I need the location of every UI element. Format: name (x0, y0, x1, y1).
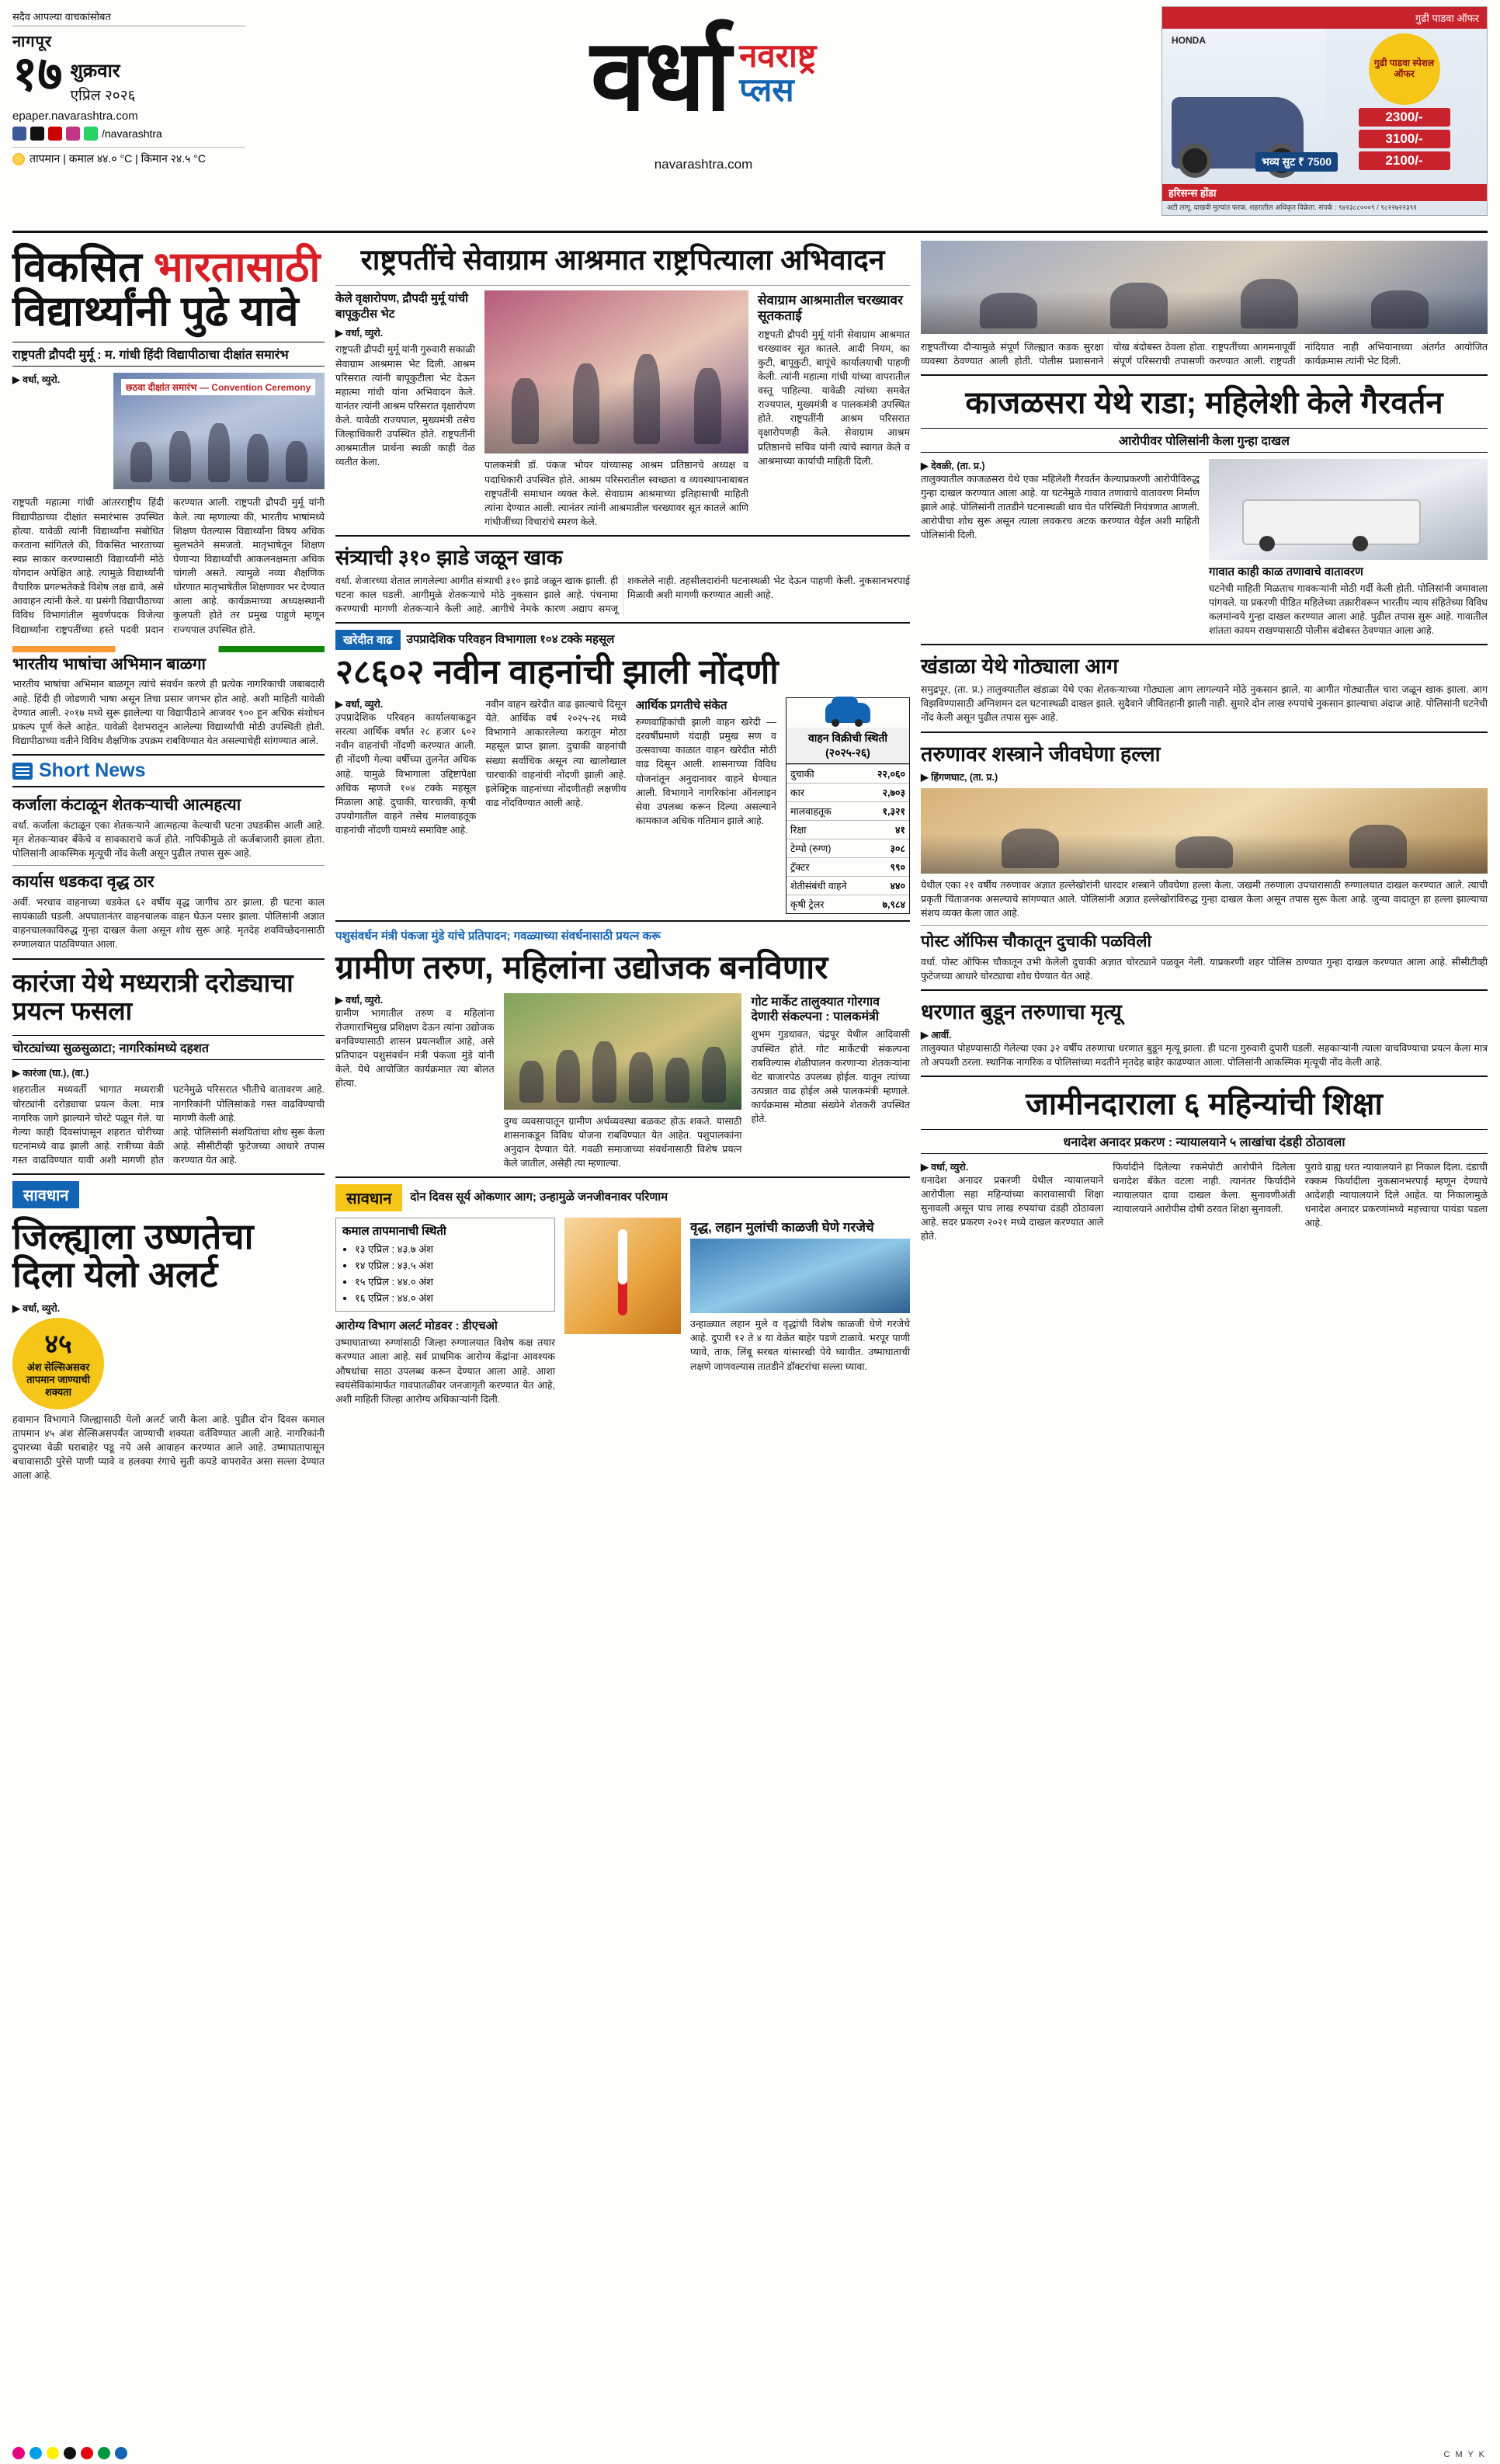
newspaper-logo: वर्धा (590, 20, 730, 131)
president-headline: राष्ट्रपतींचे सेवाग्राम आश्रमात राष्ट्रपित्याला अभिवादन (360, 244, 885, 276)
heat-circle-callout (12, 1318, 104, 1409)
vehicle-col3: रुग्णवाहिकांची झाली वाहन खरेदी — दरवर्षीप्रमाणे यंदाही प्रमुख सण व उत्सवाच्या काळात वाहन खरेदीत मोठी वाढ दिसून आली. शासनाच्या विविध योजनांतून अनुदानावर वाहने घेण्यात आली. विभागाने नागरिकांना ऑनलाइन सेवा उपलब्ध करून दिल्या असल्याने कामकाज अधिक गतिमान झाले आहे. (635, 717, 776, 826)
weather-text: तापमान | कमाल ४४.० °C | किमान २४.५ °C (30, 152, 206, 165)
masthead-tagline: सदैव आपल्या वाचकांसोबत (12, 9, 245, 26)
lead-body: राष्ट्रपती महात्मा गांधी आंतरराष्ट्रीय हिंदी विद्यापीठाच्या दीक्षांत समारंभास उपस्थित होत्या. यावेळी त्यांनी विद्यार्थ्यांना संबोधित करताना सांगितले की, विकसित भारताच्या स्वप्न साकार करण्यासाठी विद्यार्थ्यांनी मोठे योगदान अपेक्षित आहे. त्यामुळे विद्यार्थ्यांनी वैचारिक प्रगल्भतेकडे विशेष लक्ष द्यावे, असे आवाहन त्यांनी केले. या प्रसंगी विद्यापीठाच्या विविध विभागांतील सुवर्णपदक विजेत्या विद्यार्थ्यांना राष्ट्रपतींच्या हस्ते पदवी प्रदान करण्यात आली. राष्ट्रपती द्रौपदी मुर्मू यांनी केले. त्या म्हणाल्या की, भारतीय भाषांमध्ये शिक्षण घेतल्यास विद्यार्थ्यांना विषय अधिक सुलभतेने समजतो. मातृभाषेतून शिक्षण घेणाऱ्या विद्यार्थ्यांची आकलनक्षमता अधिक चांगली असते. त्यामुळे नव्या शैक्षणिक धोरणात मातृभाषेतील शिक्षणावर भर देण्यात आला आहे. कार्यक्रमाच्या अध्यक्षस्थानी कुलपती होते तर प्रमुख पाहुणे म्हणून राज्यपाल उपस्थित होते. (12, 497, 325, 635)
vehicle-col2: नवीन वाहन खरेदीत वाढ झाल्याचे दिसून येते. आर्थिक वर्ष २०२५-२६ मध्ये विभागाने आकारलेल्या करातून मोठा महसूल प्राप्त झाला. दुचाकी वाहनांची संख्या सर्वाधिक असून त्या खालोखाल चारचाकी वाहनांची नोंदणी झाली आहे. इलेक्ट्रिक वाहनांच्या नोंदणीतही लक्षणीय वाढ नोंदविण्यात आली आहे. (485, 699, 627, 808)
weather-strip (12, 147, 245, 166)
logo-sub-line1: नवराष्ट्र (739, 37, 817, 74)
ad-brand: हरिसन्स होंडा (1162, 184, 1487, 201)
rural-col4: शुभम गुडधावत, चंद्रपूर येथील आदिवासी उपस्थित होते. गोट मार्केटची संकल्पना राबविल्यास शेळीपालन करणाऱ्या शेतकऱ्यांना थेट बाजारपेठ उपलब्ध होईल. यातून त्यांच्या उत्पन्नात वाढ होईल असे पालकमंत्री म्हणाले. कार्यक्रमास मोठ्या संख्येने शेतकरी उपस्थित होते. (751, 1029, 911, 1125)
masthead-advertisement[interactable] (1161, 6, 1488, 216)
rural-col3-title: गोट मार्केट तालुक्यात गोरगाव देणारी संकल्पना : पालकमंत्री (751, 995, 880, 1023)
site-url[interactable]: navarashtra.com (654, 157, 753, 172)
column-left (12, 241, 325, 1482)
heat-temp-table (335, 1218, 555, 1312)
drown-byline: ▶ आर्वी. (921, 1030, 952, 1041)
president-subhead: केले वृक्षारोपण, द्रौपदी मुर्मू यांची बापूकुटीस भेट (335, 292, 469, 321)
trees-headline: संत्र्याची ३१० झाडे जळून खाक (335, 546, 563, 570)
instagram-icon[interactable] (66, 127, 80, 141)
karanja-headline: कारंजा येथे मध्यरात्री दरोड्याचा प्रयत्न फसला (12, 968, 293, 1026)
short-news-item-1-headline: कार्यास धडकदा वृद्ध ठार (12, 873, 155, 891)
lead-headline (12, 245, 325, 334)
kajalsara-body: तालुक्यातील काजळसरा येथे एका महिलेशी गैरवर्तन केल्याप्रकरणी आरोपीविरुद्ध गुन्हा दाखल करण्यात आला आहे. या घटनेमुळे गावात तणावाचे वातावरण निर्माण झाले आहे. पोलिसांनी तातडीने घटनास्थळी धाव घेत परिस्थिती नियंत्रणात आणली. आरोपीचा शोध सुरू असून त्याला लवकरच अटक करण्यात येईल अशी माहिती पोलिसांनी दिली. (921, 473, 1200, 541)
ad-top-banner: गुढी पाडवा ऑफर (1162, 7, 1487, 29)
rural-photo (504, 993, 742, 1110)
short-news-title: Short News (39, 759, 146, 782)
lead-photo (113, 373, 325, 489)
heat-badge: सावधान (12, 1181, 79, 1208)
kajalsara-body2: घटनेची माहिती मिळताच गावकऱ्यांनी मोठी गर्दी केली होती. पोलिसांनी जमावाला पांगवले. या प्रकरणी पीडित महिलेच्या तक्रारीवरून भारतीय न्याय संहितेच्या विविध कलमांन्वये गुन्हा दाखल करण्यात आला आहे. पुढील तपास सुरू आहे. गावातील शांतता कायम राखण्यासाठी पोलीस बंदोबस्त ठेवण्यात आला आहे. (1209, 582, 1488, 637)
karanja-col1: शहरातील मध्यवर्ती भागात मध्यरात्री चोरट्यांनी दरोड्याचा प्रयत्न केला. मात्र नागरिक जागे झाल्याने चोरटे पळून गेले. या घटनेमुळे परिसरात भीतीचे वातावरण आहे. नागरिकांनी पोलिसांकडे गस्त वाढविण्याची मागणी केली आहे. (12, 1084, 325, 1124)
kajalsara-photo (1209, 459, 1488, 560)
kajalsara-subhead: आरोपीवर पोलिसांनी केला गुन्हा दाखल (921, 428, 1488, 453)
court-subhead: धनादेश अनादर प्रकरण : न्यायालयाने ५ लाखांचा दंडही ठोठावला (921, 1129, 1488, 1154)
vehicle-subkicker: आर्थिक प्रगतीचे संकेत (635, 699, 727, 713)
heat-badge-row (12, 1181, 325, 1208)
kajalsara-photo-caption: गावात काही काळ तणावाचे वातावरण (1209, 565, 1363, 579)
ad-discount: भव्य सुट ₹ 7500 (1255, 152, 1338, 172)
lead-headline-part1: विकसित (12, 244, 154, 290)
twitter-icon[interactable] (30, 127, 44, 141)
court-col2: फिर्यादीने दिलेल्या रकमेपोटी आरोपीने दिलेला धनादेश बँकेत वटला नाही. त्यानंतर फिर्यादीने न्यायालयात दावा दाखल केला. सुनावणीअंती न्यायालयाने आरोपीस दोषी ठरवत शिक्षा सुनावली. (1113, 1161, 1296, 1215)
short-news-item-0-body: वर्धा. कर्जाला कंटाळून एका शेतकऱ्याने आत्महत्या केल्याची घटना उघडकीस आली आहे. मृत शेतकऱ्यावर बँकेचे व सावकाराचे कर्ज होते. नापिकीमुळे तो कर्जबाजारी झाला होता. पोलिसांनी आकस्मिक मृत्यूची नोंद केली असून पुढील तपास सुरू आहे. (12, 819, 325, 860)
bike-theft-headline: पोस्ट ऑफिस चौकातून दुचाकी पळविली (921, 932, 1151, 950)
kajalsara-byline: ▶ देवळी, (ता. प्र.) (921, 460, 985, 471)
lead-photo-banner: छठवा दीक्षांत समारंभ — Convention Ceremony (121, 379, 315, 395)
khandala-headline: खंडाळा येथे गोठ्याला आग (921, 655, 1119, 679)
attack-body: येथील एका २१ वर्षीय तरुणावर अज्ञात हल्लेखोरांनी धारदार शस्त्राने जीवघेणा हल्ला केला. जखमी तरुणाला उपचारासाठी रुग्णालयात दाखल करण्यात आले. त्याची प्रकृती चिंताजनक असल्याचे सांगण्यात आले. पोलिसांनी अज्ञात हल्लेखोरांविरुद्ध गुन्हा दाखल केला असून तपास सुरू केला आहे. जुन्या वादातून हा हल्ला झाल्याचा संशय व्यक्त केला जात आहे. (921, 879, 1488, 919)
table-row: मालवाहतूक १,३२१ (786, 802, 909, 821)
flag-strip-icon (12, 646, 325, 652)
ad-badge: गुढी पाडवा स्पेशल ऑफर (1369, 33, 1440, 105)
heat-circle-number: ४५ (44, 1329, 72, 1360)
attack-byline: ▶ हिंगणघाट, (ता. प्र.) (921, 771, 998, 783)
short-news-item-0-headline: कर्जाला कंटाळून शेतकऱ्याची आत्महत्या (12, 796, 241, 815)
vehicle-tag: खरेदीत वाढ (335, 630, 401, 650)
masthead-left (12, 6, 245, 166)
lead-byline: ▶ वर्धा, व्युरो. (12, 374, 61, 386)
logo-sub-line2: प्लस (739, 71, 794, 109)
court-headline: जामीनदाराला ६ महिन्यांची शिक्षा (1026, 1087, 1383, 1122)
vehicle-stat-table (786, 697, 910, 914)
vehicle-byline: ▶ वर्धा, व्युरो. (335, 699, 384, 711)
heat-byline: ▶ वर्धा, व्युरो. (12, 1302, 61, 1314)
president-byline: ▶ वर्धा, व्युरो. (335, 328, 384, 339)
karanja-byline: ▶ कारंजा (घा.), (वा.) (12, 1068, 89, 1079)
drown-headline: धरणात बुडून तरुणाचा मृत्यू (921, 1000, 1122, 1023)
social-bar[interactable] (12, 127, 245, 141)
kajalsara-headline: काजळसरा येथे राडा; महिलेशी केले गैरवर्तन (965, 386, 1443, 421)
court-col3: पुरावे ग्राह्य धरत न्यायालयाने हा निकाल दिला. दंडाची रक्कम फिर्यादीला नुकसानभरपाई म्हणून देण्याचे आदेशही न्यायालयाने दिले आहेत. या निकालामुळे धनादेश अनादर प्रकरणांमध्ये महत्त्वाचा पायंडा पडला आहे. (1304, 1161, 1488, 1229)
heat-table-title: कमाल तापमानाची स्थिती (342, 1225, 446, 1239)
ad-bike-label: HONDA (1172, 35, 1206, 46)
heat-body: हवामान विभागाने जिल्ह्यासाठी येलो अलर्ट जारी केला आहे. पुढील दोन दिवस कमाल तापमान ४५ अंश सेल्सिअसपर्यंत जाण्याची शक्यता वर्तविण्यात आली आहे. नागरिकांनी दुपारच्या वेळी घराबाहेर पडू नये असे आवाहन करण्यात आले आहे. उष्माघातापासून बचावासाठी पुरेसे पाणी प्यावे व हलक्या रंगाचे सुती कपडे वापरावेत असा सल्ला देण्यात आला आहे. (12, 1413, 325, 1482)
sun-icon (12, 153, 25, 165)
list-item: • १५ एप्रिल : ४४.० अंश (355, 1274, 548, 1291)
vehicle-col1: उपप्रादेशिक परिवहन कार्यालयाकडून सरत्या आर्थिक वर्षात २८ हजार ६०२ नवीन वाहनांची नोंदणी करण्यात आली. ही नोंदणी गेल्या वर्षीच्या तुलनेत अधिक आहे. यामुळे विभागाला उद्दिष्टापेक्षा अधिक म्हणजे १०४ टक्के महसूल मिळाला आहे. दुचाकी, चारचाकी, कृषी उपयोगातील वाहने तसेच मालवाहतूक वाहनांची नोंदणी यामध्ये समाविष्ट आहे. (335, 712, 477, 836)
short-news-icon (12, 763, 33, 780)
table-row: टेम्पो (रुग्ण) ३०८ (786, 839, 909, 858)
president-photo-right (921, 241, 1488, 334)
rural-col1: ग्रामीण भागातील तरुण व महिलांना रोजगाराभिमुख प्रशिक्षण देऊन त्यांना उद्योजक बनविण्यासाठी शासन प्रयत्नशील आहे, असे प्रतिपादन पशुसंवर्धन मंत्री पंकजा मुंडे यांनी केले. येथे आयोजित कार्यक्रमात त्या बोलत होत्या. (335, 1007, 495, 1090)
khandala-body: समुद्रपूर, (ता. प्र.) तालुक्यातील खंडाळा येथे एका शेतकऱ्याच्या गोठ्याला आग लागल्याने मोठे नुकसान झाले. या आगीत गोठ्यातील चारा जळून खाक झाला. आग विझविण्यासाठी अग्निशमन दल घटनास्थळी दाखल झाले. सुदैवाने जीवितहानी झाली नाही. सुमारे दोन लाख रुपयांचे नुकसान झाल्याचा अंदाज आहे. पोलिसांनी घटनेची नोंद केली असून पुढील तपास सुरू आहे. (921, 684, 1488, 724)
president-photo (484, 290, 748, 454)
president-col3-body: राष्ट्रपती द्रौपदी मुर्मू यांनी सेवाग्राम आश्रमात चरख्यावर सूत कातले. आदी नियम, का कुटी, बापूकुटी, बापूंचे कार्यालयाची पाहणी केली. त्यांनी महात्मा गांधी यांच्या वापरातील वस्तू पाहिल्या. यावेळी त्यांच्या समवेत राज्यपाल, मुख्यमंत्री व पालकमंत्री उपस्थित होते. राष्ट्रपतींनी आश्रम परिसरात वृक्षारोपणही केले. सेवाग्राम आश्रम प्रतिष्ठानचे सचिव यांनी त्यांचे स्वागत केले व आश्रमाच्या कार्याची माहिती दिली. (758, 328, 910, 467)
court-col1: धनादेश अनादर प्रकरणी येथील न्यायालयाने आरोपीला सहा महिन्यांच्या कारावासाची शिक्षा सुनावली असून पाच लाख रुपयांचा दंडही ठोठावला आहे. सदर प्रकरण २०२१ मध्ये दाखल करण्यात आले होते. (921, 1174, 1104, 1242)
lead-subhead: राष्ट्रपती द्रौपदी मुर्मू : म. गांधी हिंदी विद्यापीठाचा दीक्षांत समारंभ (12, 342, 325, 367)
ad-price-3: 2100/- (1359, 151, 1450, 170)
heat-circle-text: अंश सेल्सिअसवर तापमान जाण्याची शक्यता (26, 1361, 90, 1399)
ad-fine-print: अटी लागू. दाखवी मुल्यांत फरक. शहरातील अधिकृत विक्रेता. संपर्क : ९४२३८८०००९ / ९८२२७२२३९१ (1167, 203, 1417, 211)
lead-headline-red: भारतासाठी (153, 244, 321, 290)
newspaper-logo-sub (739, 26, 816, 107)
column-center (335, 241, 910, 1482)
president-col3-title: सेवाग्राम आश्रमातील चरख्यावर सूतकताई (758, 293, 903, 324)
attack-headline: तरुणावर शस्त्राने जीवघेणा हल्ला (921, 742, 1161, 766)
car-icon (825, 703, 870, 723)
date-block (12, 47, 245, 105)
table-row: कार २,७०३ (786, 784, 909, 802)
drown-body: तालुक्यात पोहण्यासाठी गेलेल्या एका ३२ वर्षीय तरुणाचा धरणात बुडून मृत्यू झाला. ही घटना गुरुवारी दुपारी घडली. सहकाऱ्यांनी त्याला वाचविण्याचा प्रयत्न केला मात्र तो अपयशी ठरला. स्थानिक नागरिक व पोलिसांच्या मदतीने मृतदेह बाहेर काढण्यात आला. पोलिसांनी आकस्मिक मृत्यूची नोंद केली आहे. (921, 1043, 1488, 1069)
vehicle-headline: २८६०२ नवीन वाहनांची झाली नोंदणी (335, 653, 779, 692)
attack-photo (921, 788, 1488, 874)
president-col1: राष्ट्रपती द्रौपदी मुर्मू यांनी गुरुवारी सकाळी सेवाग्राम आश्रमास भेट दिली. आश्रम परिसरात त्यांनी बापूकुटीला भेट देऊन महात्मा गांधी यांना अभिवादन केले. यानंतर त्यांनी आश्रम परिसरात वृक्षारोपण केले. यावेळी राज्यपाल, मुख्यमंत्री तसेच जिल्हाधिकारी उपस्थित होते. राष्ट्रपतींनी आश्रमातील प्रार्थना स्थळी काही वेळ व्यतीत केला. (335, 344, 476, 468)
date-day-number: १७ (12, 47, 63, 101)
masthead (12, 0, 1488, 233)
ad-price-2: 3100/- (1359, 130, 1450, 148)
table-row: कृषी ट्रेलर ७,९८४ (786, 895, 909, 914)
edition-city: नागपूर (12, 33, 53, 50)
list-item: • १६ एप्रिल : ४४.० अंश (355, 1291, 548, 1307)
masthead-center (245, 6, 1161, 172)
main-grid (12, 233, 1488, 1482)
table-row: रिक्षा ४१ (786, 821, 909, 839)
youtube-icon[interactable] (48, 127, 62, 141)
rural-kicker: पशुसंवर्धन मंत्री पंकजा मुंडे यांचे प्रतिपादन; गवळ्याच्या संवर्धनासाठी प्रयत्न करू (335, 930, 661, 944)
whatsapp-icon[interactable] (84, 127, 98, 141)
date-month-year: एप्रिल २०२६ (70, 88, 136, 104)
court-byline: ▶ वर्धा, व्युरो. (921, 1161, 969, 1173)
facebook-icon[interactable] (12, 127, 26, 141)
president-col2: पालकमंत्री डॉ. पंकज भोयर यांच्यासह आश्रम प्रतिष्ठानचे अध्यक्ष व पदाधिकारी उपस्थित होते. आश्रम परिसरातील स्वच्छता व व्यवस्थापनाबाबत राष्ट्रपतींनी समाधान व्यक्त केले. सेवाग्राम आश्रमाच्या इतिहासाची माहिती त्यांना देण्यात आली. त्यानंतर त्यांनी आश्रमातील चरख्यावर सूत कातले आणि गांधीजींच्या विचारांचे स्मरण केले. (484, 460, 748, 527)
vehicle-table (786, 764, 909, 913)
rural-headline: ग्रामीण तरुण, महिलांना उद्योजक बनविणार (335, 949, 828, 986)
table-row: दुचाकी २२,०६० (786, 765, 909, 784)
heat-alert-line: आरोग्य विभाग अलर्ट मोडवर : डीएचओ (335, 1319, 498, 1333)
table-row: ट्रॅक्टर ९९० (786, 858, 909, 877)
vehicle-kicker: उपप्रादेशिक परिवहन विभागाला १०४ टक्के महसूल (406, 632, 615, 646)
karanja-col2: गेल्या काही दिवसांपासून शहरात चोरीच्या घटनांमध्ये वाढ झाली आहे. रात्रीच्या वेळी गस्त वाढविण्यात यावी अशी मागणी होत आहे. पोलिसांनी संशयितांचा शोध सुरू केला आहे. सीसीटीव्ही फुटेजच्या आधारे तपास करण्यात येत आहे. (12, 1126, 325, 1166)
lead-subbox-title: भारतीय भाषांचा अभिमान बाळगा (12, 655, 206, 673)
ad-price-1: 2300/- (1359, 108, 1450, 127)
heat-side-body: उन्हाळ्यात लहान मुले व वृद्धांची विशेष काळजी घेणे गरजेचे आहे. दुपारी १२ ते ४ या वेळेत बाहेर पडणे टाळावे. भरपूर पाणी प्यावे, ताक, लिंबू सरबत यांसारखी पेये घ्यावीत. उष्माघाताची लक्षणे जाणवल्यास तातडीने डॉक्टरांचा सल्ला घ्यावा. (690, 1319, 910, 1372)
cmyk-mark: C M Y K (1443, 2450, 1486, 2459)
karanja-subhead: चोरट्यांच्या सुळसुळाटा; नागरिकांमध्ये दहशत (12, 1035, 325, 1060)
vehicle-table-title: वाहन विक्रीची स्थिती (२०२५-२६) (786, 728, 909, 764)
short-news-header (12, 754, 325, 787)
short-news-item-1-body: अर्वी. भरधाव वाहनाच्या धडकेत ६२ वर्षीय वृद्ध जागीच ठार झाला. ही घटना काल सायंकाळी घडली. अपघातानंतर वाहनचालक वाहन घेऊन पसार झाला. पोलिसांनी अज्ञात वाहनचालकाविरुद्ध गुन्हा दाखल केला असून शोध सुरू आहे. मृतदेह शवविच्छेदनासाठी रुग्णालयात पाठविण्यात आला. (12, 897, 325, 950)
heat-alert-body: उष्माघाताच्या रुग्णांसाठी जिल्हा रुग्णालयात विशेष कक्ष तयार करण्यात आला आहे. सर्व प्राथमिक आरोग्य केंद्रांना आवश्यक औषधांचा साठा उपलब्ध करून देण्यात आला आहे. आशा स्वयंसेविकांमार्फत गावपातळीवर जनजागृती करण्यात येत आहे, अशी माहिती जिल्हा आरोग्य अधिकाऱ्यांनी दिली. (335, 1337, 555, 1405)
date-day-name: शुक्रवार (70, 61, 120, 82)
list-item: • १४ एप्रिल : ४३.५ अंश (355, 1258, 548, 1274)
rural-byline: ▶ वर्धा, व्युरो. (335, 994, 384, 1006)
color-registration-bar (12, 2447, 127, 2459)
social-handle: /navarashtra (102, 127, 162, 140)
heat-headline: जिल्ह्याला उष्णतेचा दिला येलो अलर्ट (12, 1216, 254, 1295)
lead-headline-part2: विद्यार्थ्यांनी पुढे यावे (12, 288, 299, 335)
president-col4: राष्ट्रपतींच्या दौऱ्यामुळे संपूर्ण जिल्ह्यात कडक सुरक्षा व्यवस्था ठेवण्यात आली होती. पोलीस प्रशासनाने चोख बंदोबस्त ठेवला होता. राष्ट्रपतींच्या आगमनापूर्वी संपूर्ण परिसराची तपासणी करण्यात आली. राष्ट्रपती नांदियात नाही अभियानाच्या अंतर्गत आयोजित कार्यक्रमास त्यांनी भेट दिली. (921, 342, 1488, 367)
heat-side-title: वृद्ध, लहान मुलांची काळजी घेणे गरजेचे (690, 1220, 874, 1235)
table-row: शेतीसंबंधी वाहने ४४० (786, 877, 909, 895)
epaper-url[interactable]: epaper.navarashtra.com (12, 109, 138, 123)
rural-col2: दुग्ध व्यवसायातून ग्रामीण अर्थव्यवस्था बळकट होऊ शकते. यासाठी शासनाकडून विविध योजना राबविण्यात येत आहेत. पशुपालकांना अनुदान देण्यात येते. गवळी समाजाच्या संवर्धनासाठी विशेष प्रयत्न केले जातील, असेही त्या म्हणाल्या. (503, 1115, 742, 1169)
column-right (921, 241, 1488, 1482)
bike-theft-body: वर्धा. पोस्ट ऑफिस चौकातून उभी केलेली दुचाकी अज्ञात चोरट्याने पळवून नेली. याप्रकरणी शहर पोलिस ठाण्यात गुन्हा दाखल करण्यात आला आहे. सीसीटीव्ही फुटेजच्या आधारे चोरट्याचा शोध घेण्यात येत आहे. (921, 956, 1488, 982)
heat-side-photo (690, 1239, 910, 1313)
trees-body: वर्धा. शेजारच्या शेतात लागलेल्या आगीत संत्र्याची ३१० झाडे जळून खाक झाली. ही घटना काल घडली. आगीमुळे शेतकऱ्याचे मोठे नुकसान झाले आहे. पंचनामा करण्याची मागणी शेतकऱ्याने केली आहे. आगीचे नेमके कारण अद्याप समजू शकलेले नाही. तहसीलदारांनी घटनास्थळी भेट देऊन पाहणी केली. नुकसानभरपाई मिळावी अशी मागणी करण्यात आली आहे. (335, 575, 910, 615)
heat-kicker: दोन दिवस सूर्य ओकणार आग; उन्हामुळे जनजीवनावर परिणाम (410, 1190, 668, 1204)
heat-alert-badge: सावधान (335, 1184, 402, 1211)
lead-subbox-body: भारतीय भाषांचा अभिमान बाळगून त्यांचे संवर्धन करणे ही प्रत्येक नागरिकाची जबाबदारी आहे. हिंदी ही जोडणारी भाषा असून तिचा प्रसार जगभर होत आहे. अशी माहिती यावेळी देण्यात आली. २०१७ मध्ये सुरू झालेल्या या विद्यापीठाने आजवर ९०० हून अधिक संशोधन प्रकल्प पूर्ण केले आहेत. यावेळी देशभरातून आलेल्या विद्यार्थ्यांची मोठी उपस्थिती होती. विद्यापीठाच्या वतीने विविध शैक्षणिक उपक्रम राबविण्यात येत असल्याचेही सांगण्यात आले. (12, 679, 325, 746)
list-item: • १३ एप्रिल : ४३.७ अंश (355, 1242, 548, 1258)
thermometer-icon (564, 1218, 681, 1334)
